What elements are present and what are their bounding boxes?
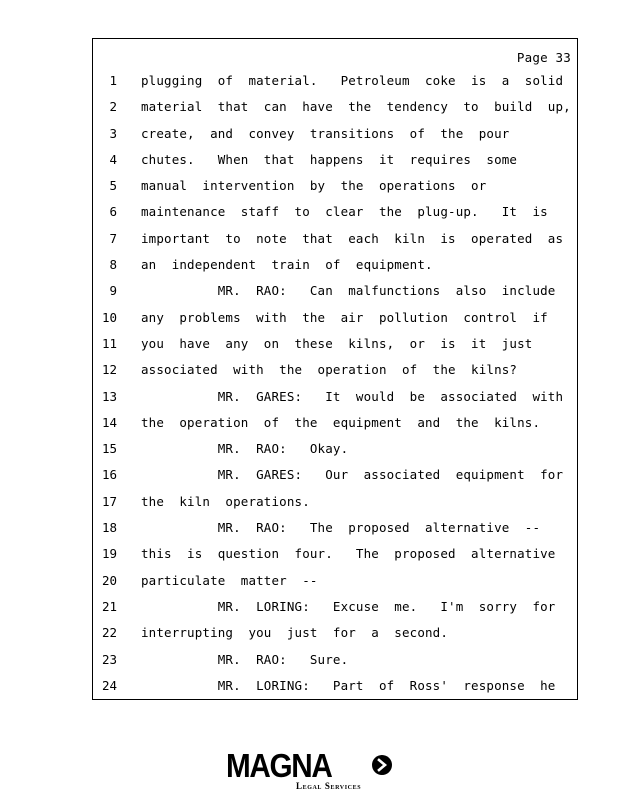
logo-wordmark: MAGNA xyxy=(226,747,332,784)
line-number: 14 xyxy=(101,414,117,430)
transcript-line xyxy=(93,494,577,520)
line-text: MR. LORING: Part of Ross' response he xyxy=(141,677,556,693)
line-text: MR. GARES: It would be associated with xyxy=(141,388,564,404)
transcript-line xyxy=(93,652,577,678)
line-number: 21 xyxy=(101,598,117,614)
line-text: any problems with the air pollution control if xyxy=(141,309,548,325)
transcript-line xyxy=(93,231,577,257)
transcript-line xyxy=(93,126,577,152)
line-text: important to note that each kiln is operated as xyxy=(141,230,564,246)
page-number: Page 33 xyxy=(516,50,571,65)
transcript-line xyxy=(93,152,577,178)
transcript-line xyxy=(93,678,577,704)
transcript-line xyxy=(93,73,577,99)
line-text: create, and convey transitions of the pour xyxy=(141,125,510,141)
transcript-lines xyxy=(93,73,577,704)
line-number: 18 xyxy=(101,520,117,536)
line-text: MR. LORING: Excuse me. I'm sorry for xyxy=(141,598,556,614)
line-number: 11 xyxy=(101,335,117,351)
transcript-line xyxy=(93,283,577,309)
line-text: MR. GARES: Our associated equipment for xyxy=(141,467,564,483)
line-number: 19 xyxy=(101,546,117,562)
line-number: 10 xyxy=(101,309,117,325)
line-number: 20 xyxy=(101,572,117,588)
line-text: plugging of material. Petroleum coke is a solid xyxy=(141,73,564,88)
line-number: 12 xyxy=(101,362,117,378)
line-number: 6 xyxy=(109,204,117,220)
transcript-line xyxy=(93,546,577,572)
transcript-line xyxy=(93,257,577,283)
transcript-line xyxy=(93,99,577,125)
line-number: 16 xyxy=(101,467,117,483)
line-number: 15 xyxy=(101,441,117,457)
line-number: 23 xyxy=(101,651,117,667)
transcript-page xyxy=(92,38,578,700)
transcript-line xyxy=(93,178,577,204)
line-number: 3 xyxy=(109,125,117,141)
line-text: an independent train of equipment. xyxy=(141,257,433,273)
line-text: MR. RAO: The proposed alternative -- xyxy=(141,520,541,536)
line-number: 24 xyxy=(101,677,117,693)
line-text: manual intervention by the operations or xyxy=(141,178,487,194)
transcript-line xyxy=(93,441,577,467)
line-text: interrupting you just for a second. xyxy=(141,625,449,641)
line-text: you have any on these kilns, or is it just xyxy=(141,335,533,351)
chevron-right-icon xyxy=(372,755,392,775)
transcript-line xyxy=(93,204,577,230)
transcript-line xyxy=(93,336,577,362)
line-text: MR. RAO: Okay. xyxy=(141,441,349,457)
magna-logo xyxy=(226,748,396,792)
transcript-line xyxy=(93,520,577,546)
line-number: 13 xyxy=(101,388,117,404)
line-number: 9 xyxy=(109,283,117,299)
line-number: 2 xyxy=(109,99,117,115)
line-number: 8 xyxy=(109,257,117,273)
transcript-line xyxy=(93,389,577,415)
line-number: 17 xyxy=(101,493,117,509)
line-number: 5 xyxy=(109,178,117,194)
line-number: 7 xyxy=(109,230,117,246)
line-text: the kiln operations. xyxy=(141,493,310,509)
transcript-line xyxy=(93,573,577,599)
line-number: 22 xyxy=(101,625,117,641)
line-text: associated with the operation of the kilns? xyxy=(141,362,518,378)
transcript-line xyxy=(93,625,577,651)
line-text: particulate matter -- xyxy=(141,572,318,588)
transcript-line xyxy=(93,467,577,493)
line-text: this is question four. The proposed alternative xyxy=(141,546,556,562)
line-text: the operation of the equipment and the kilns. xyxy=(141,414,541,430)
logo-subtitle: Legal Services xyxy=(296,781,362,791)
line-number: 1 xyxy=(109,73,117,88)
line-text: MR. RAO: Can malfunctions also include xyxy=(141,283,556,299)
transcript-line xyxy=(93,599,577,625)
transcript-line xyxy=(93,362,577,388)
transcript-line xyxy=(93,415,577,441)
transcript-line xyxy=(93,310,577,336)
line-number: 4 xyxy=(109,151,117,167)
line-text: maintenance staff to clear the plug-up. It is xyxy=(141,204,548,220)
line-text: MR. RAO: Sure. xyxy=(141,651,349,667)
line-text: chutes. When that happens it requires some xyxy=(141,151,518,167)
line-text: material that can have the tendency to build up, xyxy=(141,99,571,115)
